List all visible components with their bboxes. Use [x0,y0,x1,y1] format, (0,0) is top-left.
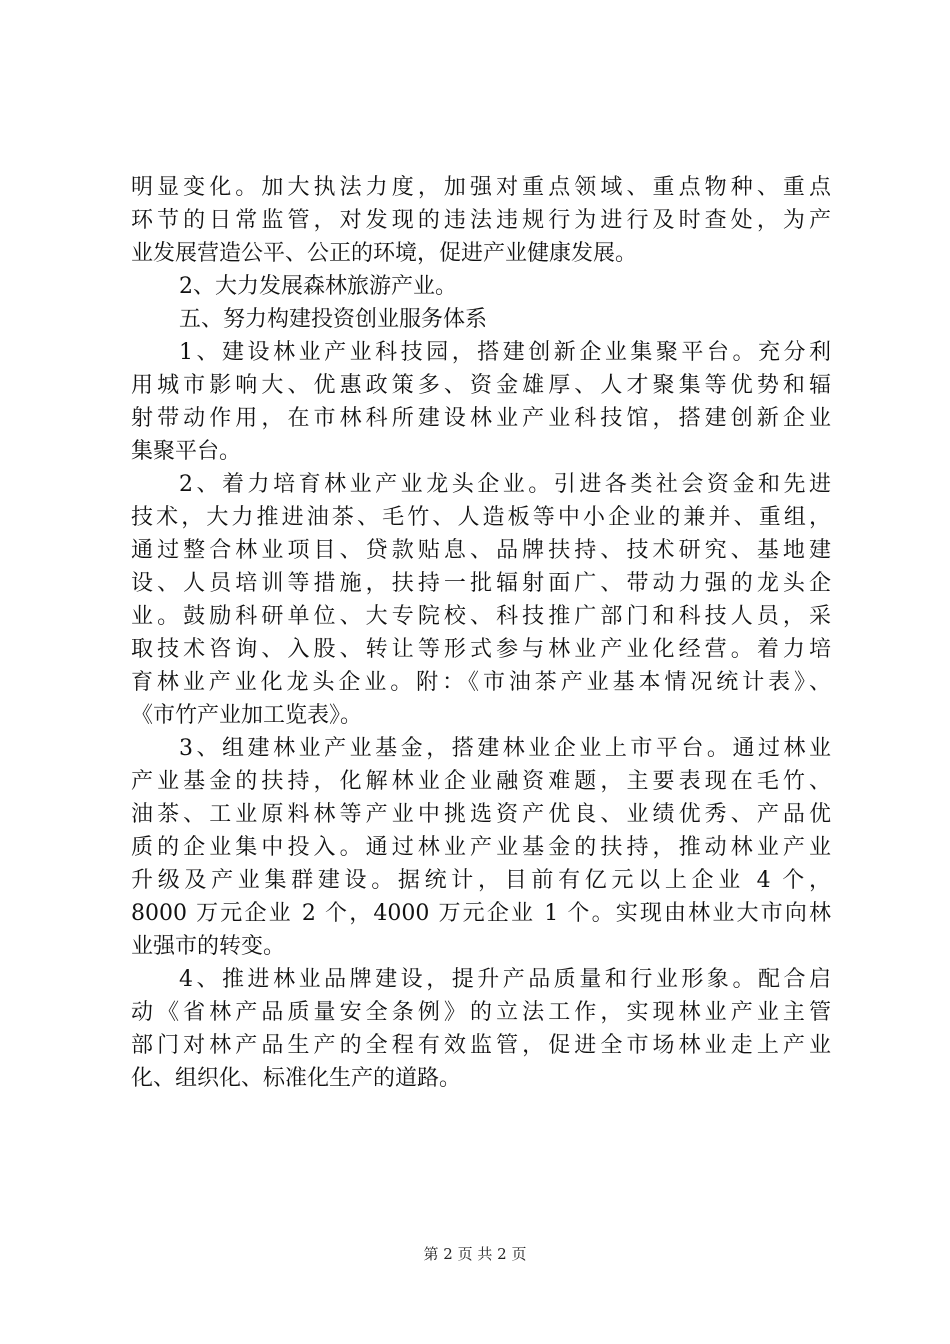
text-line: 五、努力构建投资创业服务体系 [179,307,488,332]
text-line: 1、建设林业产业科技园，搭建创新企业集聚平台。充分利 [179,340,831,365]
text-line: 《市竹产业加工览表》。 [131,703,363,728]
text-line: 质的企业集中投入。通过林业产业基金的扶持，推动林业产业 [131,835,831,860]
text-line: 业强市的转变。 [131,934,286,959]
text-line: 业。鼓励科研单位、大专院校、科技推广部门和科技人员，采 [131,604,831,629]
text-line: 明显变化。加大执法力度，加强对重点领域、重点物种、重点 [131,175,831,200]
text-line: 8000 万元企业 2 个，4000 万元企业 1 个。实现由林业大市向林 [131,901,831,926]
text-line: 集聚平台。 [131,439,242,464]
text-line: 技术，大力推进油茶、毛竹、人造板等中小企业的兼并、重组， [131,505,831,530]
text-line: 化、组织化、标准化生产的道路。 [131,1066,462,1091]
text-line: 3、组建林业产业基金，搭建林业企业上市平台。通过林业 [179,736,831,761]
document-body [131,171,831,1095]
text-line: 通过整合林业项目、贷款贴息、品牌扶持、技术研究、基地建 [131,538,831,563]
text-line: 部门对林产品生产的全程有效监管，促进全市场林业走上产业 [131,1033,831,1058]
text-line: 4、推进林业品牌建设，提升产品质量和行业形象。配合启 [179,967,831,992]
text-line: 油茶、工业原料林等产业中挑选资产优良、业绩优秀、产品优 [131,802,831,827]
text-line: 射带动作用，在市林科所建设林业产业科技馆，搭建创新企业 [131,406,831,431]
text-line: 产业基金的扶持，化解林业企业融资难题，主要表现在毛竹、 [131,769,831,794]
page-footer: 第 2 页 共 2 页 [423,1245,527,1263]
text-line: 升级及产业集群建设。据统计，目前有亿元以上企业 4 个， [131,868,831,893]
text-line: 环节的日常监管，对发现的违法违规行为进行及时查处，为产 [131,208,831,233]
text-line: 2、着力培育林业产业龙头企业。引进各类社会资金和先进 [179,472,831,497]
text-line: 设、人员培训等措施，扶持一批辐射面广、带动力强的龙头企 [131,571,831,596]
text-line: 2、大力发展森林旅游产业。 [179,274,457,299]
text-line: 取技术咨询、入股、转让等形式参与林业产业化经营。着力培 [131,637,831,662]
text-line: 业发展营造公平、公正的环境，促进产业健康发展。 [131,241,638,266]
text-line: 动《省林产品质量安全条例》的立法工作，实现林业产业主管 [131,1000,831,1025]
text-line: 用城市影响大、优惠政策多、资金雄厚、人才聚集等优势和辐 [131,373,831,398]
text-line: 育林业产业化龙头企业。附：《市油茶产业基本情况统计表》、 [131,670,831,695]
